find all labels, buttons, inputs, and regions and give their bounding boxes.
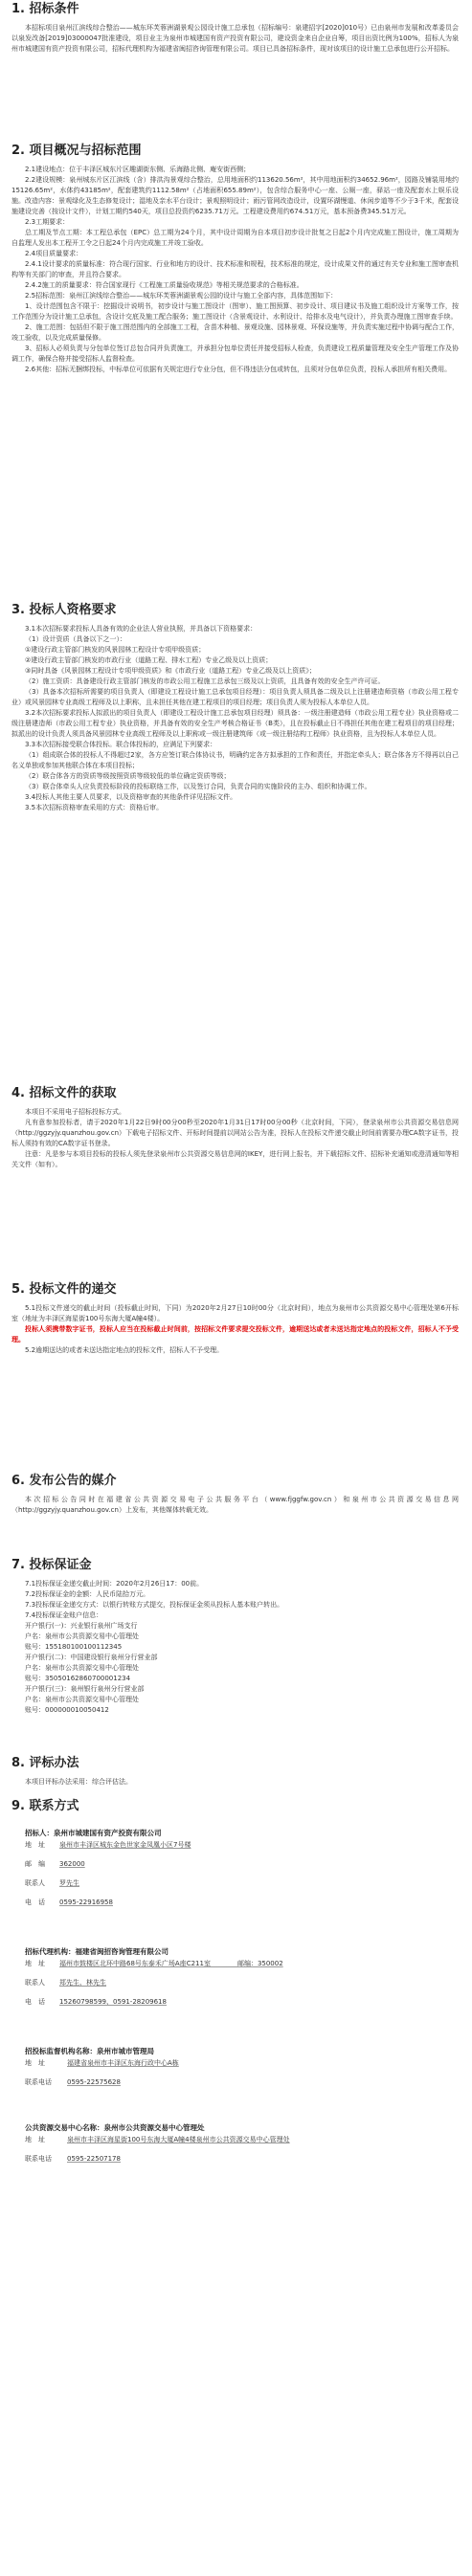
contact-key: 地 址 bbox=[25, 2136, 45, 2143]
contact-title: 招标代理机构：福建省闽招咨询管理有限公司 bbox=[25, 1947, 169, 1956]
contact-key: 地 址 bbox=[25, 1960, 45, 1967]
section-6 bbox=[11, 1474, 459, 1516]
section-paragraph: 5.1投标文件递交的截止时间（投标截止时间，下同）为2020年2月27日10时00分（北京时间），地点为泉州市公共资源交易中心管理处第6开标室（地址为丰泽区海星街100号东海大厦A幢4楼）。 bbox=[11, 1304, 459, 1322]
contact-value: 福州市鼓楼区北环中路68号东泰禾广场A座C211室 邮编：350002 bbox=[59, 1960, 283, 1967]
section-paragraph: 3.2本次招标要求投标人拟派出的项目负责人（即建设工程设计施工总承包项目经理）须具备：一级注册建造师（市政公用工程专业）执业资格或二级注册建造师（市政公用工程专业）执业资格，并具备有效的安全生产考核合格证书（B类），且在投标截止日不得担任其他在建工程项目的项目经理；拟派出的设计负责人须具备风景园林专业高级工程师及以上职称或一级注册建筑师（或一级注册结构工程师）执业资格，且为投标人本单位人员。 bbox=[11, 709, 459, 738]
section-paragraph: 7.1投标保证金递交截止时间：2020年2月26日17：00前。 bbox=[25, 1580, 204, 1588]
section-4 bbox=[11, 1086, 459, 1170]
contact-key: 地 址 bbox=[25, 1841, 45, 1849]
section-paragraph: 2.4.2施工的质量要求：符合国家现行《工程施工质量验收规范》等相关规范要求的合格标准。 bbox=[25, 281, 303, 289]
contact-value: 罗先生 bbox=[59, 1879, 79, 1887]
contact-value: 0595-22507178 bbox=[67, 2155, 121, 2163]
contact-key: 电 话 bbox=[25, 1899, 45, 1906]
section-paragraph: ③同时具备《风景园林工程设计专项甲级资质》和《市政行业（道路工程）专业乙级及以上资质》； bbox=[25, 667, 316, 675]
section-paragraph: 7.2投标保证金的金额：人民币陆拾万元。 bbox=[25, 1590, 150, 1598]
section-paragraph: 7.3投标保证金递交方式：以银行转账方式提交，投标保证金须从投标人基本账户转出。 bbox=[25, 1601, 284, 1609]
section-paragraph: （3）联合体牵头人应负责投标阶段的投标联络工作，以及签订合同，负责合同的实施阶段的主办、组织和协调工作。 bbox=[25, 783, 371, 790]
section-5 bbox=[11, 1282, 459, 1356]
section-paragraph: （1）组成联合体的投标人不得超过2家，各方应签订联合体协议书，明确约定各方拟承担的工作和责任，并指定牵头人；联合体各方不得再以自己名义单独或参加其他联合体在本项目投标； bbox=[11, 751, 459, 769]
contact-key: 联系人 bbox=[25, 1879, 45, 1887]
section-paragraph: 2.4项目质量要求： bbox=[25, 250, 83, 257]
section-8 bbox=[11, 1756, 459, 1788]
section-paragraph: 本招标项目泉州江滨线综合整治——城东环芙蓉洲湖景观公园设计施工总承包（招标编号：泉建招字[2020]010号）已由泉州市发展和改革委员会以泉发改备[2019]03000047批准建设，项目业主为泉州市城建国有资产投资有限公司，建设资金来自企业自筹，项目出资比例为100%，招标人为泉州市城建国有资产投资有限公司，招标代理机构为福建省闽招咨询管理有限公司。项目已具备招标条件，现对该项目的设计施工总承包进行公开招标。 bbox=[11, 24, 459, 53]
section-paragraph: ①建设行政主管部门核发的风景园林工程设计专项甲级资质； bbox=[25, 646, 206, 654]
section-heading: 4. 招标文件的获取 bbox=[11, 1086, 117, 1100]
contact-value: 泉州市丰泽区城东金色世家金凤凰小区7号楼 bbox=[59, 1841, 191, 1849]
section-paragraph: 凡有意参加投标者，请于2020年1月22日9时00分00秒至2020年1月31日17时00分00秒（北京时间，下同），登录泉州市公共资源交易信息网（http://ggzyjy.quanzhou.gov.cn）下载电子招标文件、开标时间提前以网站公告为准，投标人在投标文件递交截止时间前需要办理CA数字证书，投标人须持有效的CA数字证书登录。 bbox=[11, 1119, 459, 1147]
section-heading: 6. 发布公告的媒介 bbox=[11, 1474, 117, 1488]
section-paragraph: 总工期及节点工期：本工程总承包（EPC）总工期为24个月，其中设计周期为自本项目初步设计批复之日起2个月内完成施工图设计，施工周期为自监理人发出本工程开工令之日起24个月内完成施工并竣工验收。 bbox=[11, 229, 459, 247]
section-paragraph: 开户银行(一)：兴业银行泉州广场支行 bbox=[25, 1622, 138, 1630]
section-1 bbox=[11, 2, 459, 55]
section-paragraph: 开户银行(二)：中国建设银行泉州分行营业部 bbox=[25, 1654, 158, 1661]
section-heading: 1. 招标条件 bbox=[11, 2, 79, 16]
section-paragraph: 7.4投标保证金账户信息： bbox=[25, 1611, 103, 1619]
contact-value: 福建省泉州市丰泽区东海行政中心A栋 bbox=[67, 2059, 179, 2067]
section-paragraph: 3.5本次招标资格审查采用的方式：资格后审。 bbox=[25, 804, 164, 811]
section-paragraph: 开户银行(三)：泉州银行泉州分行营业部 bbox=[25, 1685, 145, 1693]
section-paragraph: 本次招标公告同时在福建省公共资源交易电子公共服务平台（www.fjggfw.gov.cn）和泉州市公共资源交易信息网（http://ggzyjy.quanzhou.gov.cn）上发布，其他媒体转载无效。 bbox=[11, 1496, 459, 1514]
section-paragraph: 2、施工范围：包括但不限于施工图范围内的全部施工工程，含苗木种植、景观设施、园林景观、环保设施等，并负责实施过程中协调与配合工作，竣工验收，以及完成质量保修。 bbox=[11, 323, 459, 342]
section-paragraph: （2）联合体各方的资质等级按照资质等级较低的单位确定资质等级； bbox=[25, 772, 231, 780]
contact-key: 联系电话 bbox=[25, 2155, 52, 2163]
section-paragraph: 账号：000000010050412 bbox=[25, 1706, 109, 1714]
section-paragraph: 户名：泉州市公共资源交易中心管理处 bbox=[25, 1632, 139, 1640]
section-heading: 2. 项目概况与招标范围 bbox=[11, 144, 142, 158]
section-paragraph: （1）设计资质（具备以下之一）： bbox=[25, 635, 126, 643]
section-heading: 9. 联系方式 bbox=[11, 1799, 79, 1813]
section-7 bbox=[11, 1558, 459, 1716]
contact-value: 362000 bbox=[59, 1860, 85, 1868]
section-heading: 3. 投标人资格要求 bbox=[11, 603, 117, 617]
section-paragraph: 户名：泉州市公共资源交易中心管理处 bbox=[25, 1664, 139, 1672]
contact-title: 公共资源交易中心名称：泉州市公共资源交易中心管理处 bbox=[25, 2123, 205, 2132]
contact-value: 0595-22916958 bbox=[59, 1899, 113, 1906]
section-paragraph: 投标人须携带数字证书，投标人应当在投标截止时间前，按招标文件要求提交投标文件，逾期送达或者未送达指定地点的投标文件，招标人不予受理。 bbox=[11, 1325, 459, 1344]
contact-title: 招投标监督机构名称：泉州市城市管理局 bbox=[25, 2047, 154, 2055]
contact-supervisor bbox=[25, 2046, 459, 2088]
section-paragraph: 3.4投标人其他主要人员要求，以及资格审查的其他条件详见招标文件。 bbox=[25, 793, 237, 801]
section-heading: 5. 投标文件的递交 bbox=[11, 1282, 117, 1297]
section-2 bbox=[11, 144, 459, 375]
section-paragraph: 2.2建设规模：泉州城东片区江滨线（含）排洪沟景观综合整治，总用地面积约113620.56m²，其中用地面积约34652.96m²，园路及铺装用地约15126.65m²，水体约43185m²，配套建筑约1112.58m²（占地面积655.89m²），包含综合服务中心一座、公厕一座，驿站一座及配套水上娱乐设施。改造内容：景观绿化及生态修复设计；湿地及亲水平台设计；景观照明设计；雨污管网改造设计，设置环湖慢道、休闲步道等不少于3千米，配套设施建设完善（按设计文件），计划工期约540天，项目总投资约6235.71万元。工程建设费用约674.51万元，基本预备费345.51万元。 bbox=[11, 176, 459, 215]
contact-key: 地 址 bbox=[25, 2059, 45, 2067]
section-paragraph: 注意：凡是参与本项目投标的投标人须先登录泉州市公共资源交易信息网的IKEY，进行网上报名，并下载招标文件、招标补充通知或澄清通知等相关文件（如有）。 bbox=[11, 1150, 459, 1168]
section-paragraph: （2）施工资质：具备建设行政主管部门核发的市政公用工程施工总承包三级及以上资质，且具备有效的安全生产许可证。 bbox=[25, 677, 385, 685]
contact-tenderer bbox=[25, 1828, 459, 1908]
section-paragraph: ②建设行政主管部门核发的市政行业（道路工程、排水工程）专业乙级及以上资质； bbox=[25, 656, 273, 664]
contact-value: 郑先生、林先生 bbox=[59, 1979, 106, 1987]
section-9 bbox=[11, 1799, 459, 2165]
contact-value: 泉州市丰泽区海星街100号东海大厦A幢4楼泉州市公共资源交易中心管理处 bbox=[67, 2136, 290, 2143]
section-paragraph: 1、设计范围包含不限于：挖掘设计说明书，初步设计与施工图设计（图审）、施工图预算、初步设计、项目建议书及施工组织设计方案等工作，按工作范围分为设计施工总承包，含设计交底及施工配合服务；施工图设计（含景观设计、水利设计、给排水及电气设计），并负责办理施工图审查手续。 bbox=[11, 302, 459, 321]
section-paragraph: 2.1建设地点：位于丰泽区城东片区趣湖街东侧、乐海路北侧、庵安街西侧； bbox=[25, 166, 251, 173]
section-paragraph: （3）具备本次招标所需要的项目负责人（即建设工程设计施工总承包项目经理）：项目负责人须具备二级及以上注册建造师资格（市政公用工程专业）或风景园林专业高级工程师及以上职称，且未担任其他在建工程项目的项目经理；项目负责人须为投标人本单位人员。 bbox=[11, 688, 459, 706]
section-paragraph: 3.1本次招标要求投标人具备有效的企业法人营业执照，并具备以下资格要求： bbox=[25, 625, 258, 633]
section-paragraph: 3、招标人必须负责与分包单位签订总包合同并负责施工，并承担分包单位责任并接受招标人检查，负责建设工程质量管理及安全生产管理工作及协调工作，确保合格并接受招标人监督检查。 bbox=[11, 344, 459, 363]
contact-agency bbox=[25, 1946, 459, 2008]
section-paragraph: 2.4.1设计要求的质量标准：符合现行国家、行业和地方的设计、技术标准和规程，技术标准的规定，设计成果文件的通过有关专业和施工图审查机构等有关部门的审查，并且符合要求。 bbox=[11, 260, 459, 278]
section-paragraph: 2.6其他：招标无捆绑投标，中标单位可依据有关规定进行专业分包，但不得违法分包或转包，且须对分包单位负责，投标人承担所有相关费用。 bbox=[25, 366, 452, 373]
contact-title: 招标人：泉州市城建国有资产投资有限公司 bbox=[25, 1829, 162, 1837]
section-paragraph: 3.3本次招标接受联合体投标。联合体投标的，应满足下列要求： bbox=[25, 741, 217, 748]
section-paragraph: 本项目评标办法采用：综合评估法。 bbox=[25, 1778, 132, 1786]
section-paragraph: 账号：155180100100112345 bbox=[25, 1643, 123, 1651]
section-paragraph: 2.3工期要求： bbox=[25, 218, 70, 226]
section-heading: 8. 评标办法 bbox=[11, 1756, 79, 1770]
contact-value: 15260798599、0591-28209618 bbox=[59, 1998, 167, 2006]
section-paragraph: 5.2逾期送达的或者未送达指定地点的投标文件，招标人不予受理。 bbox=[25, 1346, 224, 1354]
contact-key: 电 话 bbox=[25, 1998, 45, 2006]
contact-trading-center bbox=[25, 2122, 459, 2165]
section-paragraph: 账号：35050162860700001234 bbox=[25, 1675, 131, 1682]
section-paragraph: 户名：泉州市公共资源交易中心管理处 bbox=[25, 1696, 139, 1703]
contact-key: 邮 编 bbox=[25, 1860, 45, 1868]
section-heading: 7. 投标保证金 bbox=[11, 1558, 92, 1572]
section-paragraph: 2.5招标范围：泉州江滨线综合整治——城东环芙蓉洲湖景观公园的设计与施工全部内容，具体范围如下： bbox=[25, 292, 338, 300]
section-paragraph: 本项目不采用电子招标投标方式。 bbox=[25, 1108, 125, 1116]
section-3 bbox=[11, 603, 459, 813]
contact-value: 0595-22575628 bbox=[67, 2078, 121, 2086]
contact-key: 联系人 bbox=[25, 1979, 45, 1987]
contact-key: 联系电话 bbox=[25, 2078, 52, 2086]
